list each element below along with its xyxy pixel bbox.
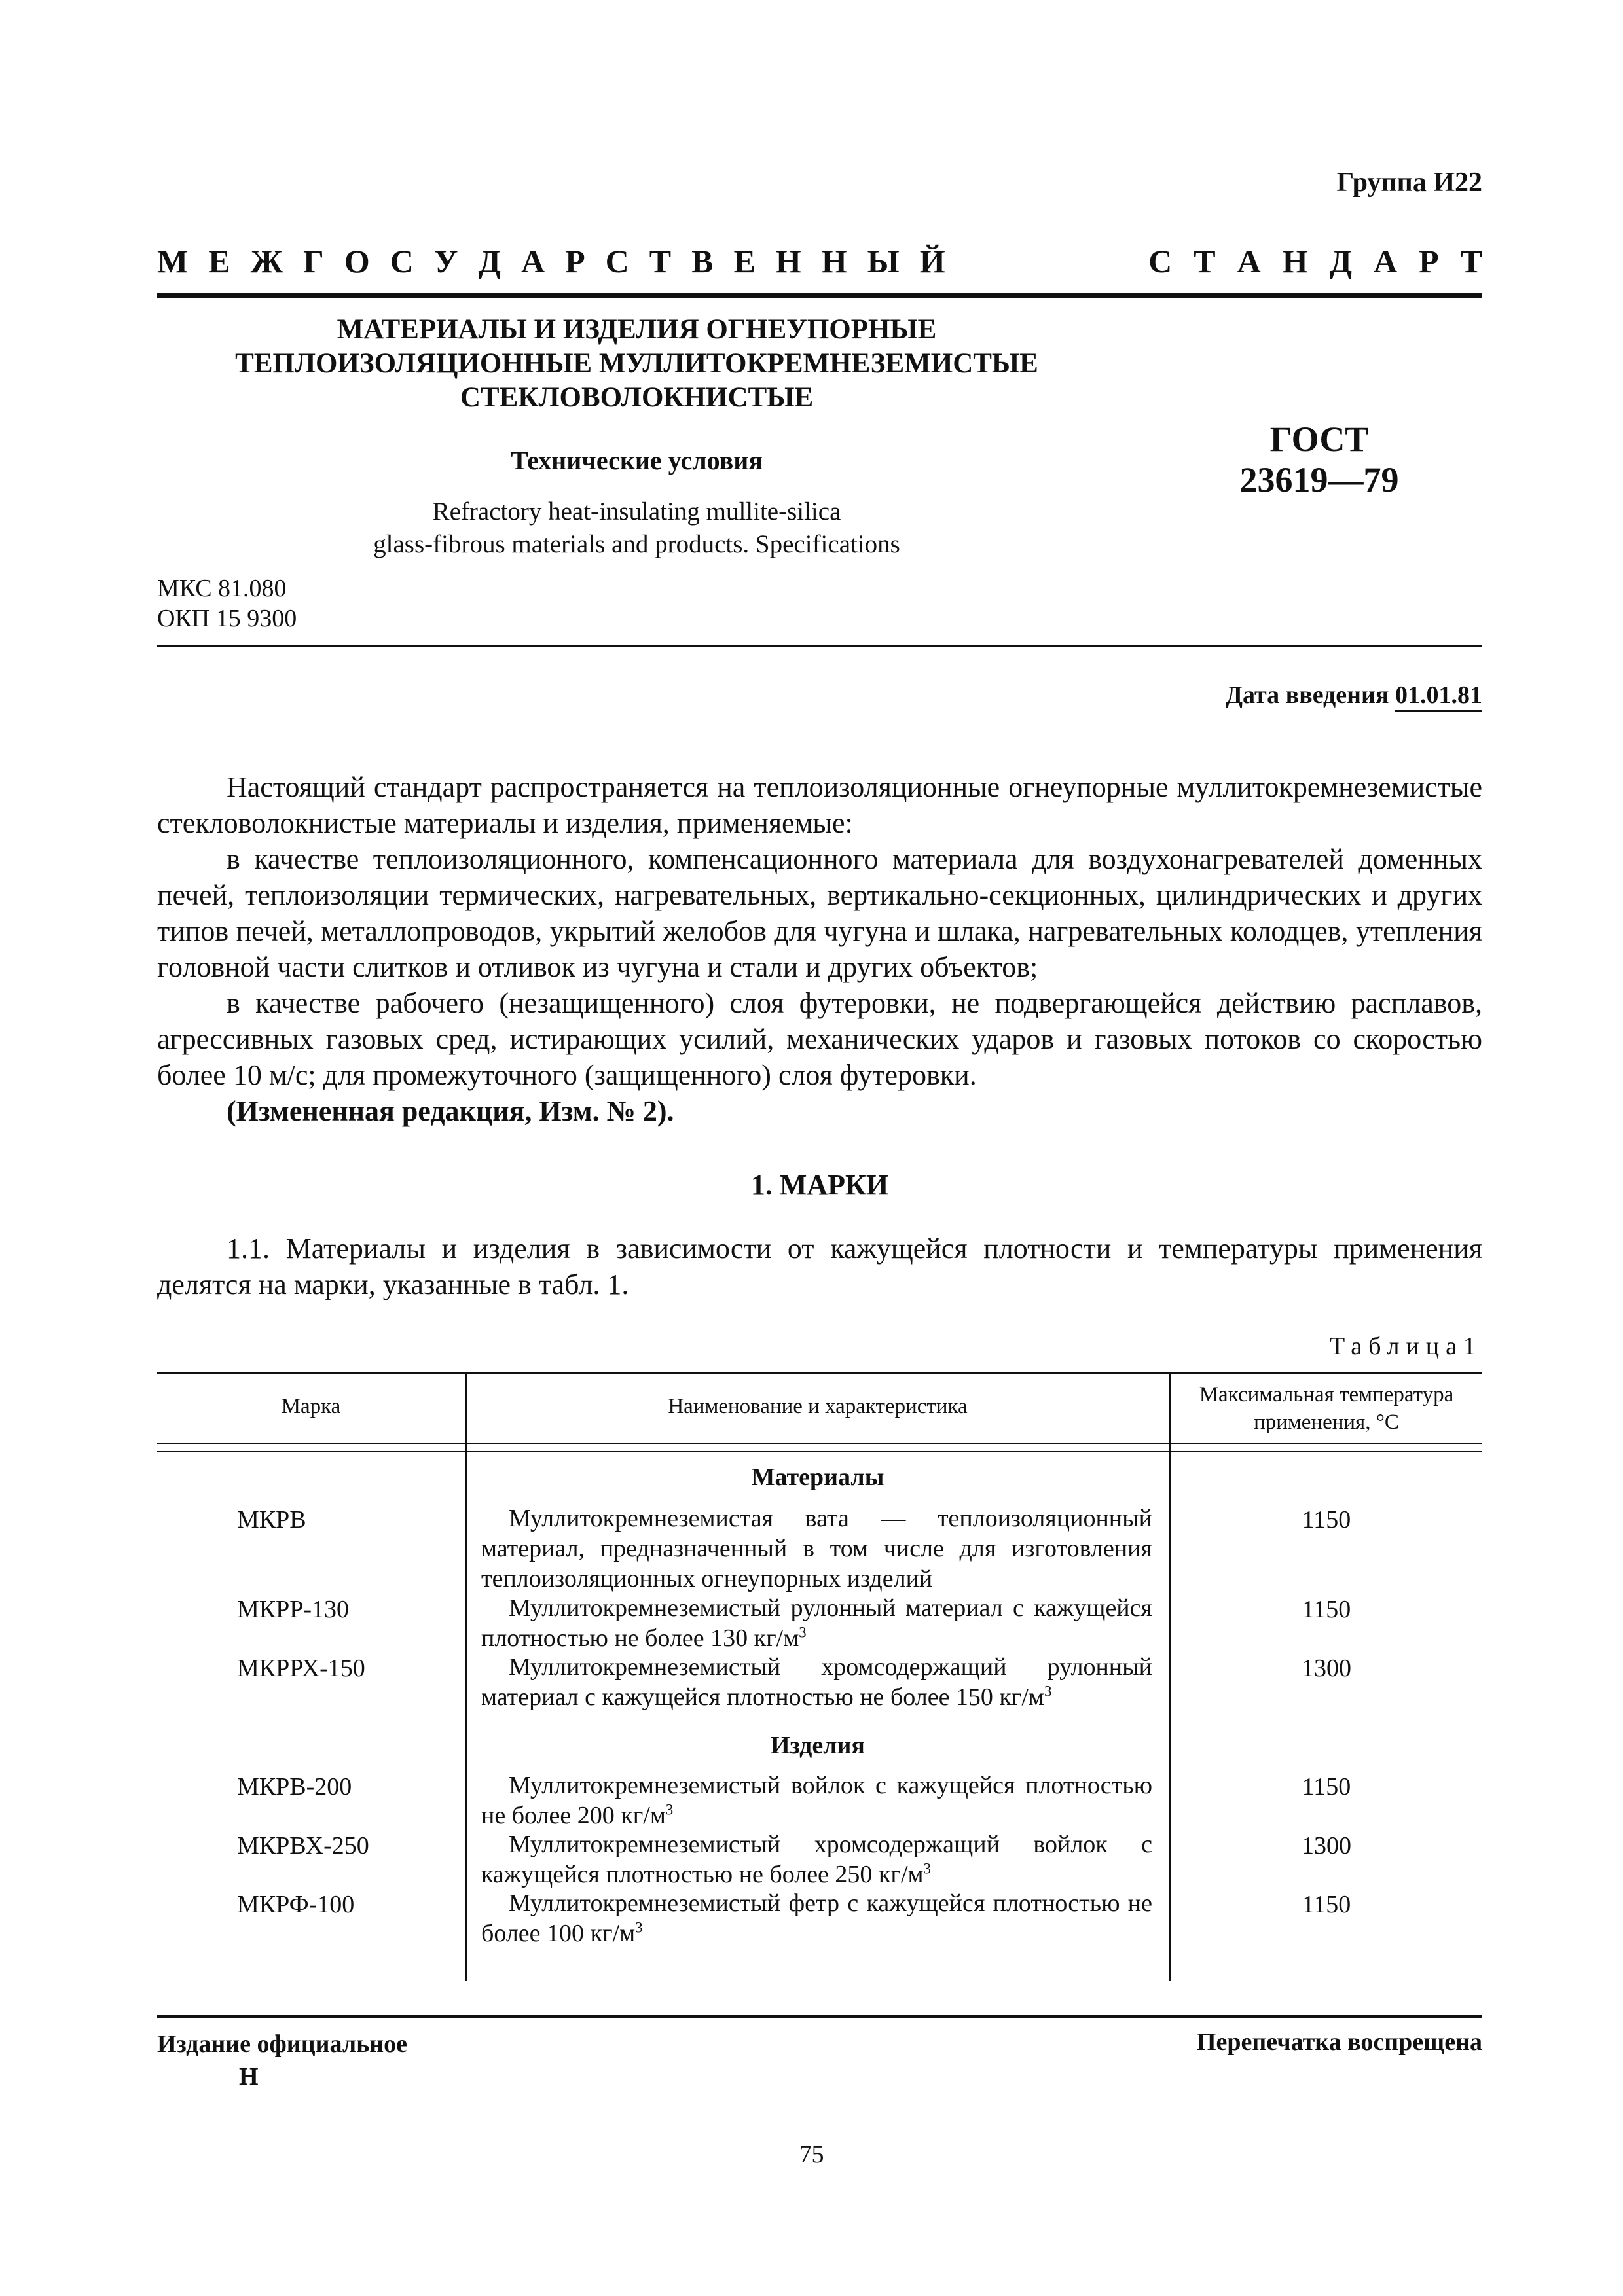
banner-letter: Р <box>565 243 585 279</box>
table-row-desc-unit: 3 <box>635 1919 643 1936</box>
table-row-desc-text: Муллитокремнеземистый хромсодержащий войлок с кажущейся плотностью не более 250 кг/м <box>481 1831 1152 1888</box>
footer-official-edition <box>157 2028 407 2093</box>
reprint-prohibited: Перепечатка воспрещена <box>1196 2028 1482 2056</box>
table-row-temp: 1150 <box>1302 1506 1351 1534</box>
banner-letter: Т <box>1194 243 1216 279</box>
classification-codes <box>157 573 297 634</box>
scope-text <box>157 769 1482 1129</box>
banner-letter: Н <box>1282 243 1308 279</box>
banner-letter: М <box>157 243 189 279</box>
table-row-mark: МКРВХ-250 <box>237 1832 369 1859</box>
table-row-temp: 1150 <box>1302 1891 1351 1918</box>
clause-1-1-text: 1.1. Материалы и изделия в зависимости от кажущейся плотности и температуры применения делятся на марки, указанные в табл. 1. <box>157 1232 1482 1300</box>
banner-letter: У <box>433 243 458 279</box>
banner-left <box>157 242 945 280</box>
banner-letter: А <box>1237 243 1261 279</box>
table-caption: Таблица1 <box>1329 1333 1482 1360</box>
table-header-rule-2 <box>157 1451 1482 1452</box>
banner-letter: С <box>390 243 414 279</box>
table-row-desc-text: Муллитокремнеземистый войлок с кажущейся плотностью не более 200 кг/м <box>481 1772 1152 1829</box>
gost-designation <box>1162 419 1476 500</box>
subtitle: Технические условия <box>511 446 763 475</box>
banner-letter: Й <box>919 243 945 279</box>
middle-rule <box>157 645 1482 647</box>
banner-letter: В <box>691 243 714 279</box>
document-title <box>157 313 1116 415</box>
banner-letter: Е <box>208 243 230 279</box>
english-title-line-2: glass-fibrous materials and products. Specifications <box>373 530 900 558</box>
banner-letter: Г <box>303 243 324 279</box>
banner-letter: Ж <box>250 243 283 279</box>
banner-letter: Ы <box>867 243 900 279</box>
title-line-3: СТЕКЛОВОЛОКНИСТЫЕ <box>460 382 814 413</box>
table-row-desc <box>481 1829 1152 1890</box>
clause-1-1 <box>157 1230 1482 1302</box>
standard-banner <box>157 242 1482 280</box>
table-row-desc-unit: 3 <box>799 1624 807 1641</box>
banner-right <box>1148 242 1482 280</box>
banner-letter: А <box>520 243 545 279</box>
title-line-2: ТЕПЛОИЗОЛЯЦИОННЫЕ МУЛЛИТОКРЕМНЕЗЕМИСТЫЕ <box>235 348 1038 379</box>
table-row-desc-unit: 3 <box>1044 1683 1052 1700</box>
top-rule <box>157 293 1482 298</box>
banner-letter: Т <box>649 243 672 279</box>
table-header-mark: Марка <box>281 1395 341 1418</box>
scope-paragraph-2: в качестве теплоизоляционного, компенсационного материала для воздухонагревателей доменных печей, теплоизоляции термических, нагревательных, вертикально-секционных, цилиндрических и других типов печей, металлопроводов, укрытий желобов для чугуна и шлака, нагревательных колодцев, утепления головной части слитков и отливок из чугуна и стали и других объектов; <box>157 843 1482 983</box>
english-title <box>157 495 1116 561</box>
table-row-desc-unit: 3 <box>923 1860 931 1877</box>
banner-letter: Д <box>478 243 501 279</box>
official-edition-label: Издание официальное <box>157 2030 408 2058</box>
banner-letter: Р <box>1419 243 1439 279</box>
table-row-temp: 1150 <box>1302 1596 1351 1623</box>
table-row-desc <box>481 1593 1152 1653</box>
table-row-desc-text: Муллитокремнеземистый хромсодержащий рулонный материал с кажущейся плотностью не более 150 кг/м <box>481 1653 1152 1711</box>
table-row-desc <box>481 1888 1152 1948</box>
banner-letter: А <box>1373 243 1398 279</box>
table-row-desc <box>481 1770 1152 1831</box>
title-line-1: МАТЕРИАЛЫ И ИЗДЕЛИЯ ОГНЕУПОРНЫЕ <box>337 314 937 345</box>
banner-letter: Н <box>775 243 801 279</box>
banner-letter: С <box>1148 243 1173 279</box>
table-header-temp-line-2: применения, °С <box>1254 1410 1399 1434</box>
table-header-name: Наименование и характеристика <box>668 1395 968 1418</box>
table-row-desc-unit: 3 <box>665 1801 674 1818</box>
banner-letter: Н <box>821 243 847 279</box>
amendment-note: (Измененная редакция, Изм. № 2). <box>227 1095 674 1127</box>
table-row-mark: МКРРХ-150 <box>237 1655 365 1682</box>
table-row-mark: МКРВ <box>237 1506 306 1534</box>
table-group-heading: Материалы <box>751 1463 884 1491</box>
table-top-rule <box>157 1372 1482 1374</box>
table-group-heading: Изделия <box>770 1732 865 1759</box>
table-header-temp <box>1171 1381 1482 1436</box>
table-row-mark: МКРР-130 <box>237 1596 350 1623</box>
table-row-temp: 1150 <box>1302 1773 1351 1801</box>
table-row-desc-text: Муллитокремнеземистая вата — теплоизоляционный материал, предназначенный в том числе для изготовления теплоизоляционных огнеупорных изделий <box>481 1505 1152 1592</box>
mks-code: МКС 81.080 <box>157 575 287 602</box>
english-title-line-1: Refractory heat-insulating mullite-silica <box>432 497 841 526</box>
section-heading: 1. МАРКИ <box>750 1169 889 1201</box>
gost-number: 23619—79 <box>1239 460 1399 499</box>
banner-letter: Е <box>733 243 756 279</box>
page-number: 75 <box>799 2141 824 2168</box>
table-row-temp: 1300 <box>1302 1832 1351 1859</box>
bottom-rule <box>157 2015 1482 2018</box>
group-label: Группа И22 <box>1336 168 1482 198</box>
table-header-temp-line-1: Максимальная температура <box>1199 1383 1454 1407</box>
banner-letter: Д <box>1329 243 1352 279</box>
okp-code: ОКП 15 9300 <box>157 605 297 632</box>
table-row-desc-text: Муллитокремнеземистый фетр с кажущейся плотностью не более 100 кг/м <box>481 1890 1152 1947</box>
table-header-rule-1 <box>157 1443 1482 1444</box>
scope-paragraph-1: Настоящий стандарт распространяется на теплоизоляционные огнеупорные муллитокремнеземистые стекловолокнистые материалы и изделия, применяемые: <box>157 771 1482 839</box>
introduction-date <box>1226 681 1482 709</box>
date-label: Дата введения <box>1225 681 1389 709</box>
table-row-desc <box>481 1652 1152 1712</box>
table-row-desc <box>481 1503 1152 1594</box>
banner-letter: С <box>605 243 629 279</box>
edition-mark: Н <box>239 2063 259 2090</box>
banner-letter: Т <box>1460 243 1482 279</box>
table-row-mark: МКРФ-100 <box>237 1891 355 1918</box>
table-row-mark: МКРВ-200 <box>237 1773 352 1801</box>
date-value: 01.01.81 <box>1395 681 1482 712</box>
table-row-temp: 1300 <box>1302 1655 1351 1682</box>
gost-label: ГОСТ <box>1269 420 1369 459</box>
scope-paragraph-3: в качестве рабочего (незащищенного) слоя футеровки, не подвергающейся действию расплавов, агрессивных газовых сред, истирающих усилий, механических ударов и газовых потоков со скоростью более 10 м/с; для промежуточного (защищенного) слоя футеровки. <box>157 987 1482 1091</box>
banner-letter: О <box>344 243 370 279</box>
table-row-desc-text: Муллитокремнеземистый рулонный материал с кажущейся плотностью не более 130 кг/м <box>481 1594 1152 1652</box>
